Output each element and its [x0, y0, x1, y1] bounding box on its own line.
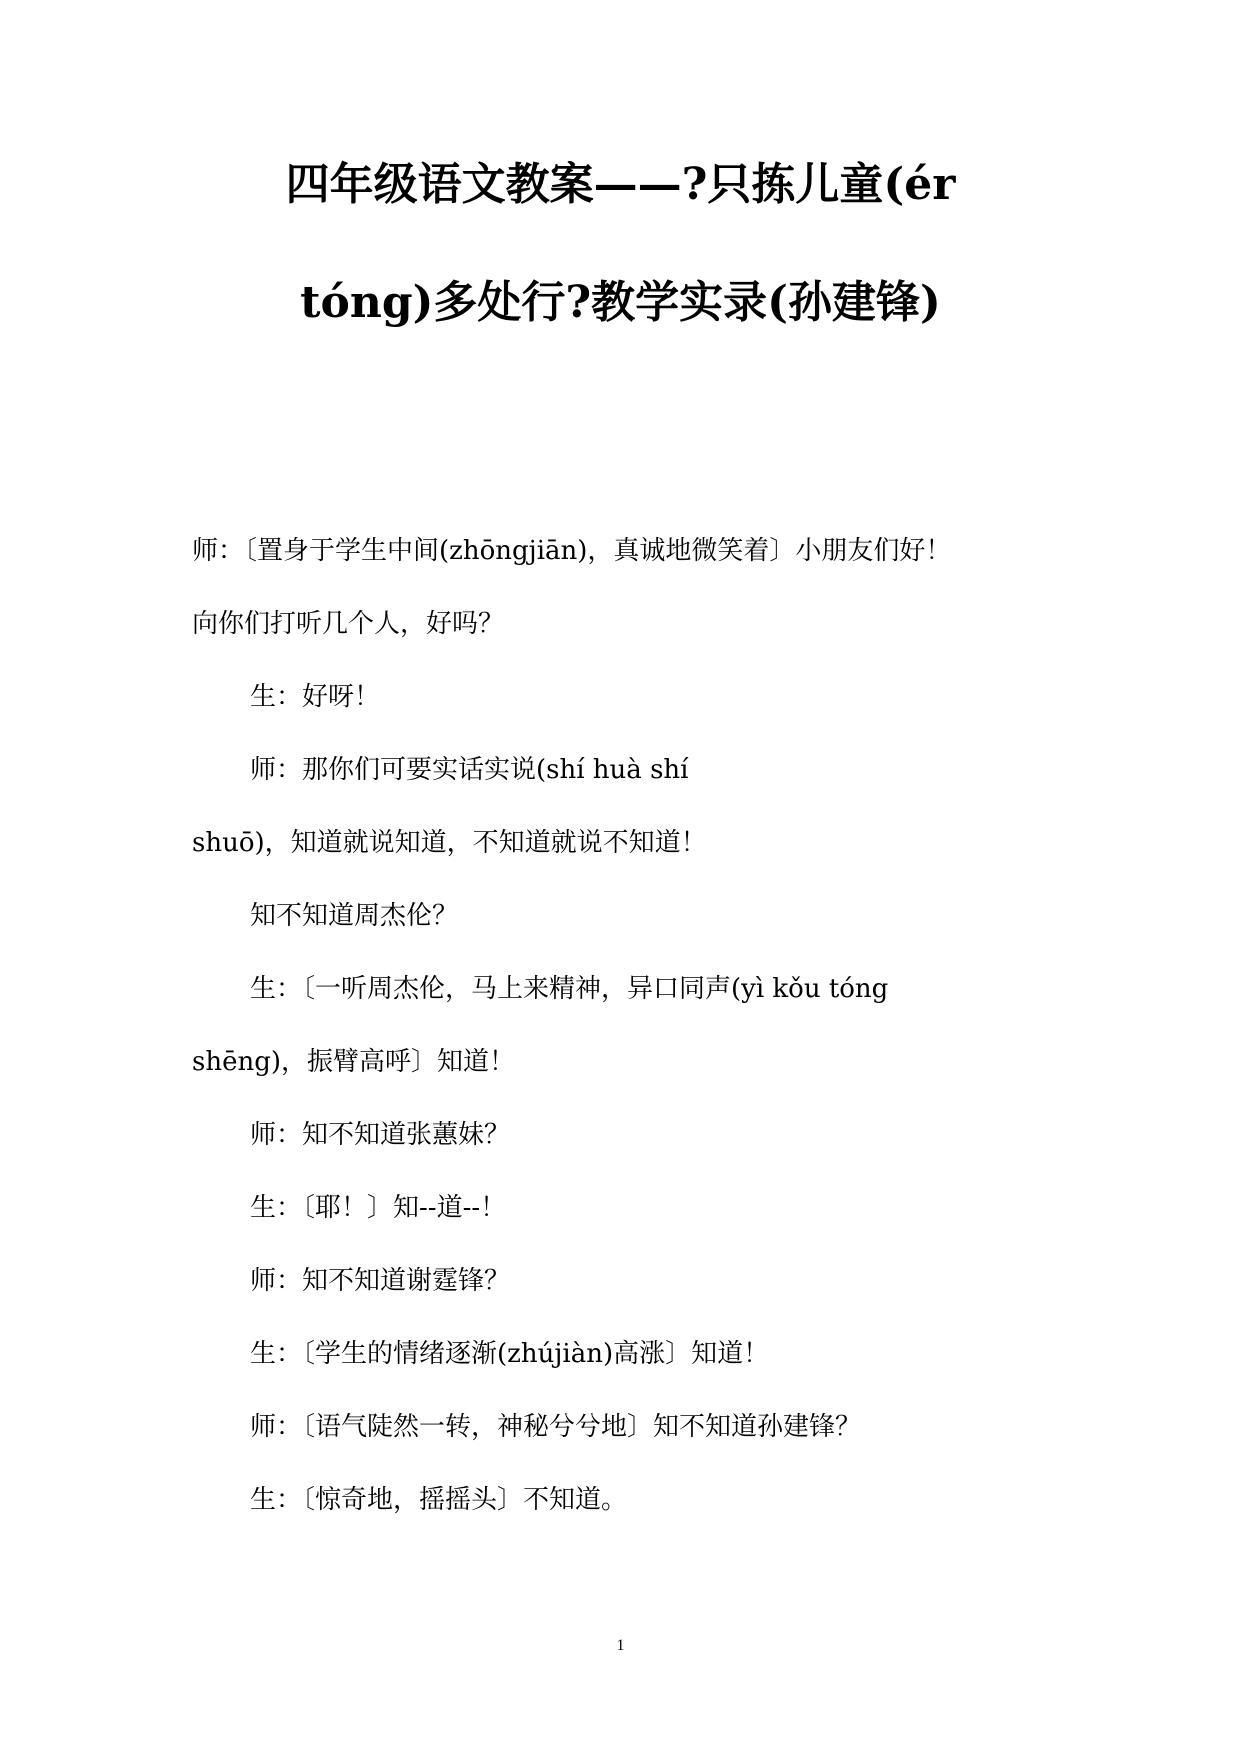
dialogue-line: 知不知道周杰伦？ — [250, 901, 459, 931]
document-title-line-1: 四年级语文教案——?只拣儿童(ér — [285, 159, 956, 210]
dialogue-line: 生：〔惊奇地，摇摇头〕不知道。 — [250, 1485, 628, 1515]
dialogue-line: 师：〔置身于学生中间(zhōngjiān)，真诚地微笑着〕小朋友们好！ — [192, 536, 952, 566]
dialogue-line: 师：知不知道张蕙妹？ — [250, 1120, 511, 1150]
dialogue-line: 生：〔一听周杰伦，马上来精神，异口同声(yì kǒu tóng — [250, 974, 889, 1004]
dialogue-line: 师：知不知道谢霆锋？ — [250, 1266, 511, 1296]
dialogue-line: 生：好呀！ — [250, 682, 381, 712]
dialogue-line: shuō)，知道就说知道，不知道就说不知道！ — [192, 828, 707, 858]
dialogue-line: 向你们打听几个人，好吗？ — [192, 609, 505, 639]
page-number: 1 — [616, 1637, 625, 1654]
dialogue-line: 生：〔耶！〕知--道--！ — [250, 1193, 507, 1223]
dialogue-line: 生：〔学生的情绪逐渐(zhújiàn)高涨〕知道！ — [250, 1339, 770, 1369]
document-title-line-2: tóng)多处行?教学实录(孙建锋) — [300, 277, 941, 328]
dialogue-line: 师：那你们可要实话实说(shí huà shí — [250, 755, 689, 785]
dialogue-line: 师：〔语气陡然一转，神秘兮兮地〕知不知道孙建锋？ — [250, 1412, 862, 1442]
dialogue-line: shēng)，振臂高呼〕知道！ — [192, 1047, 516, 1077]
